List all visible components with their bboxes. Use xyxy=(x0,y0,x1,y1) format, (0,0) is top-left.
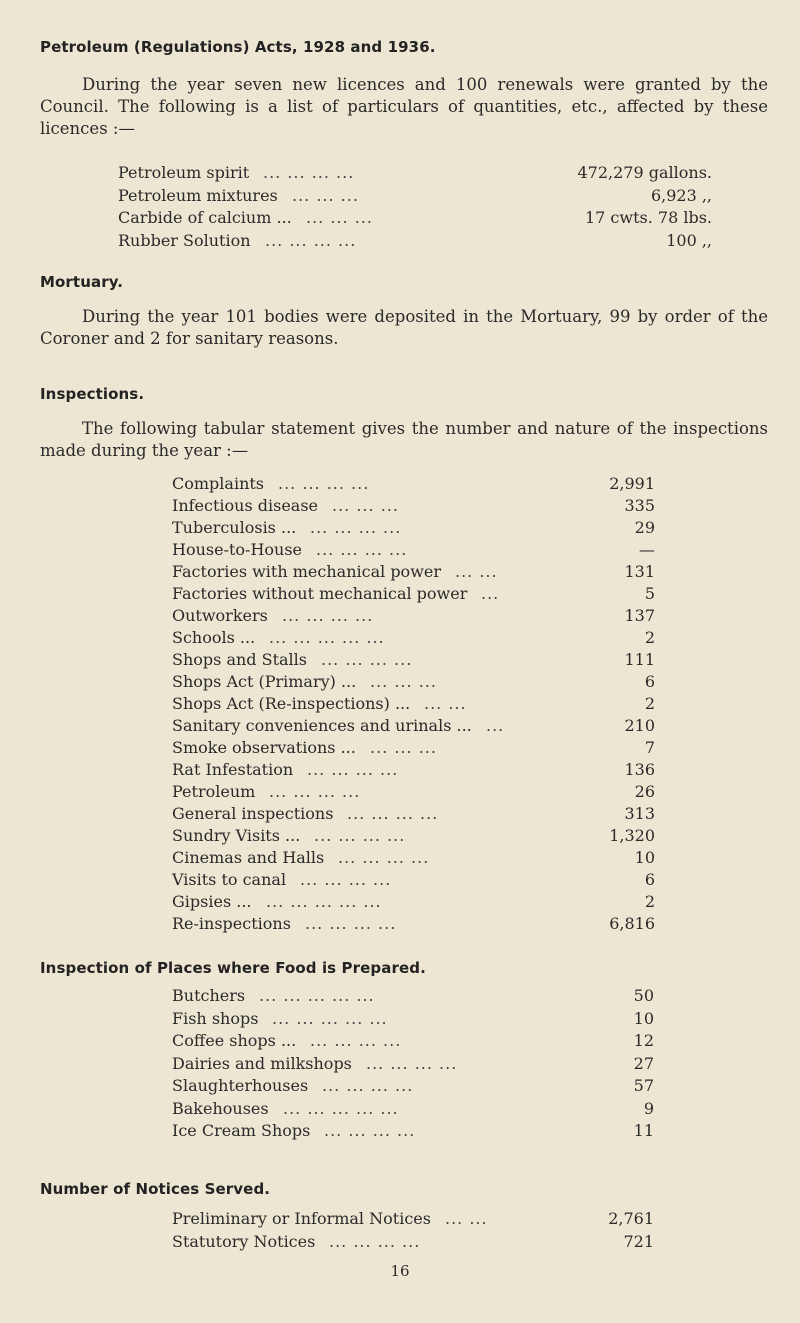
row-label: Schools ... xyxy=(172,628,256,647)
row-label: Tuberculosis ... xyxy=(172,518,297,537)
row-leader-dots: ... ... ... ... xyxy=(310,1031,402,1050)
row-value: 313 xyxy=(624,804,655,823)
row-label: Shops Act (Primary) ... xyxy=(172,672,357,691)
row-leader-dots: ... ... ... ... ... xyxy=(266,892,382,911)
row-value: 136 xyxy=(624,760,655,779)
row-leader-dots: ... ... ... ... xyxy=(278,474,370,493)
row-leader-dots: ... ... ... ... xyxy=(263,163,355,182)
row-leader-dots: ... ... ... ... xyxy=(316,540,408,559)
row-value: 210 xyxy=(624,716,655,735)
table-row xyxy=(172,473,662,495)
row-label: Petroleum mixtures xyxy=(118,185,278,205)
row-leader-dots: ... ... ... ... xyxy=(322,1076,414,1095)
mortuary-heading: Mortuary. xyxy=(40,273,123,291)
row-leader-dots: ... ... ... ... xyxy=(265,230,357,250)
row-label: Rat Infestation xyxy=(172,760,294,779)
row-leader-dots: ... ... ... ... xyxy=(324,1121,416,1140)
row-value: 335 xyxy=(624,496,655,515)
notices-heading: Number of Notices Served. xyxy=(40,1180,271,1198)
row-value: 2,991 xyxy=(609,474,655,493)
table-row xyxy=(172,517,662,539)
row-label: Ice Cream Shops xyxy=(172,1121,311,1140)
table-row xyxy=(172,1008,662,1030)
petroleum-paragraph: During the year seven new licences and 100 renewals were granted by the Council. The following is a list of particulars of quantities, etc., affected by these licences :— xyxy=(40,75,768,138)
food-heading: Inspection of Places where Food is Prepared. xyxy=(40,959,426,977)
row-leader-dots: ... ... ... ... xyxy=(347,804,439,823)
table-row xyxy=(172,985,662,1007)
row-label: Sanitary conveniences and urinals ... xyxy=(172,716,472,735)
row-label: Preliminary or Informal Notices xyxy=(172,1209,431,1228)
table-row xyxy=(172,803,662,825)
table-row xyxy=(172,781,662,803)
row-value: 2 xyxy=(644,694,655,713)
row-leader-dots: ... ... xyxy=(445,1209,488,1228)
row-value: 100 ,, xyxy=(666,230,712,250)
petroleum-heading: Petroleum (Regulations) Acts, 1928 and 1936. xyxy=(40,38,436,56)
row-leader-dots: ... ... ... ... ... xyxy=(259,986,375,1005)
row-leader-dots: ... ... ... ... xyxy=(282,606,374,625)
table-row xyxy=(172,1053,662,1075)
row-value: 10 xyxy=(633,1008,654,1028)
row-label: Outworkers xyxy=(172,606,268,625)
table-row xyxy=(172,1120,662,1142)
row-value: 17 cwts. 78 lbs. xyxy=(584,208,712,227)
row-label: Complaints xyxy=(172,474,265,493)
table-row xyxy=(172,495,662,517)
row-value: 111 xyxy=(624,650,655,669)
row-value: — xyxy=(639,540,655,559)
row-label: Infectious disease xyxy=(172,496,319,515)
row-value: 26 xyxy=(634,782,655,801)
row-value: 9 xyxy=(643,1098,654,1118)
row-label: Petroleum spirit xyxy=(118,163,250,182)
row-label: Factories without mechanical power xyxy=(172,584,468,603)
row-label: Re-inspections xyxy=(172,914,291,933)
row-label: Dairies and milkshops xyxy=(172,1053,352,1073)
table-row xyxy=(118,162,718,184)
row-leader-dots: ... ... ... ... xyxy=(310,518,402,537)
inspections-paragraph: The following tabular statement gives the number and nature of the inspections made during the year :— xyxy=(40,419,768,460)
row-value: 6,816 xyxy=(609,914,655,933)
table-row xyxy=(172,1231,662,1253)
table-row xyxy=(172,693,662,715)
row-leader-dots: ... ... ... ... xyxy=(366,1053,458,1073)
row-label: Butchers xyxy=(172,986,246,1005)
table-row xyxy=(172,847,662,869)
table-row xyxy=(172,1030,662,1052)
row-leader-dots: ... ... ... ... xyxy=(314,826,406,845)
page-number: 16 xyxy=(390,1262,410,1280)
table-row xyxy=(118,207,718,229)
row-leader-dots: ... ... ... xyxy=(370,672,437,691)
row-value: 11 xyxy=(633,1121,654,1140)
row-leader-dots: ... ... ... ... ... xyxy=(269,628,385,647)
row-label: General inspections xyxy=(172,804,334,823)
row-value: 1,320 xyxy=(609,826,655,845)
row-leader-dots: ... ... xyxy=(455,562,498,581)
row-value: 2 xyxy=(644,628,655,647)
row-leader-dots: ... ... ... ... xyxy=(300,870,392,889)
row-leader-dots: ... ... ... ... xyxy=(329,1231,421,1251)
mortuary-paragraph: During the year 101 bodies were deposited in the Mortuary, 99 by order of the Coroner and 2 for sanitary reasons. xyxy=(40,307,768,348)
table-row xyxy=(172,913,662,935)
row-label: House-to-House xyxy=(172,540,303,559)
row-label: Visits to canal xyxy=(172,870,287,889)
row-leader-dots: ... ... ... ... xyxy=(307,760,399,779)
table-row xyxy=(172,715,662,737)
table-row xyxy=(172,671,662,693)
row-leader-dots: ... ... ... xyxy=(370,738,437,757)
row-leader-dots: ... ... ... ... ... xyxy=(283,1098,399,1118)
row-label: Petroleum xyxy=(172,782,256,801)
row-value: 10 xyxy=(634,848,655,867)
table-row xyxy=(172,891,662,913)
table-row xyxy=(172,605,662,627)
row-value: 137 xyxy=(624,606,655,625)
table-row xyxy=(172,869,662,891)
row-label: Coffee shops ... xyxy=(172,1031,297,1050)
row-value: 472,279 gallons. xyxy=(577,163,712,182)
table-row xyxy=(172,1075,662,1097)
row-leader-dots: ... ... ... ... xyxy=(305,914,397,933)
row-leader-dots: ... ... ... xyxy=(332,496,399,515)
row-leader-dots: ... ... ... ... ... xyxy=(272,1008,388,1028)
row-label: Factories with mechanical power xyxy=(172,562,441,581)
row-value: 5 xyxy=(644,584,655,603)
row-label: Cinemas and Halls xyxy=(172,848,325,867)
row-value: 29 xyxy=(634,518,655,537)
row-label: Gipsies ... xyxy=(172,892,252,911)
row-leader-dots: ... ... ... ... xyxy=(338,848,430,867)
row-leader-dots: ... xyxy=(481,584,500,603)
row-value: 6,923 ,, xyxy=(650,185,712,205)
table-row xyxy=(172,759,662,781)
row-value: 6 xyxy=(644,870,655,889)
row-leader-dots: ... ... ... xyxy=(292,185,359,205)
row-label: Fish shops xyxy=(172,1008,259,1028)
inspections-heading: Inspections. xyxy=(40,385,145,403)
row-leader-dots: ... xyxy=(486,716,505,735)
row-label: Shops Act (Re-inspections) ... xyxy=(172,694,411,713)
row-leader-dots: ... ... xyxy=(424,694,467,713)
row-leader-dots: ... ... ... ... xyxy=(321,650,413,669)
table-row xyxy=(172,737,662,759)
table-row xyxy=(118,230,718,252)
row-label: Rubber Solution xyxy=(118,230,251,250)
row-value: 6 xyxy=(644,672,655,691)
row-label: Slaughterhouses xyxy=(172,1076,309,1095)
row-label: Bakehouses xyxy=(172,1098,269,1118)
row-label: Carbide of calcium ... xyxy=(118,208,292,227)
table-row xyxy=(172,583,662,605)
row-value: 2 xyxy=(644,892,655,911)
table-row xyxy=(118,185,718,207)
row-label: Statutory Notices xyxy=(172,1231,316,1251)
table-row xyxy=(172,561,662,583)
table-row xyxy=(172,627,662,649)
row-label: Sundry Visits ... xyxy=(172,826,301,845)
row-value: 131 xyxy=(624,562,655,581)
row-value: 12 xyxy=(633,1031,654,1050)
row-value: 27 xyxy=(633,1053,654,1073)
row-value: 50 xyxy=(633,986,654,1005)
table-row xyxy=(172,1208,662,1230)
table-row xyxy=(172,649,662,671)
table-row xyxy=(172,539,662,561)
row-value: 2,761 xyxy=(608,1209,654,1228)
row-leader-dots: ... ... ... xyxy=(306,208,373,227)
row-label: Smoke observations ... xyxy=(172,738,356,757)
row-label: Shops and Stalls xyxy=(172,650,307,669)
row-leader-dots: ... ... ... ... xyxy=(269,782,361,801)
table-row xyxy=(172,825,662,847)
row-value: 57 xyxy=(633,1076,654,1095)
table-row xyxy=(172,1098,662,1120)
row-value: 7 xyxy=(644,738,655,757)
row-value: 721 xyxy=(623,1231,654,1251)
